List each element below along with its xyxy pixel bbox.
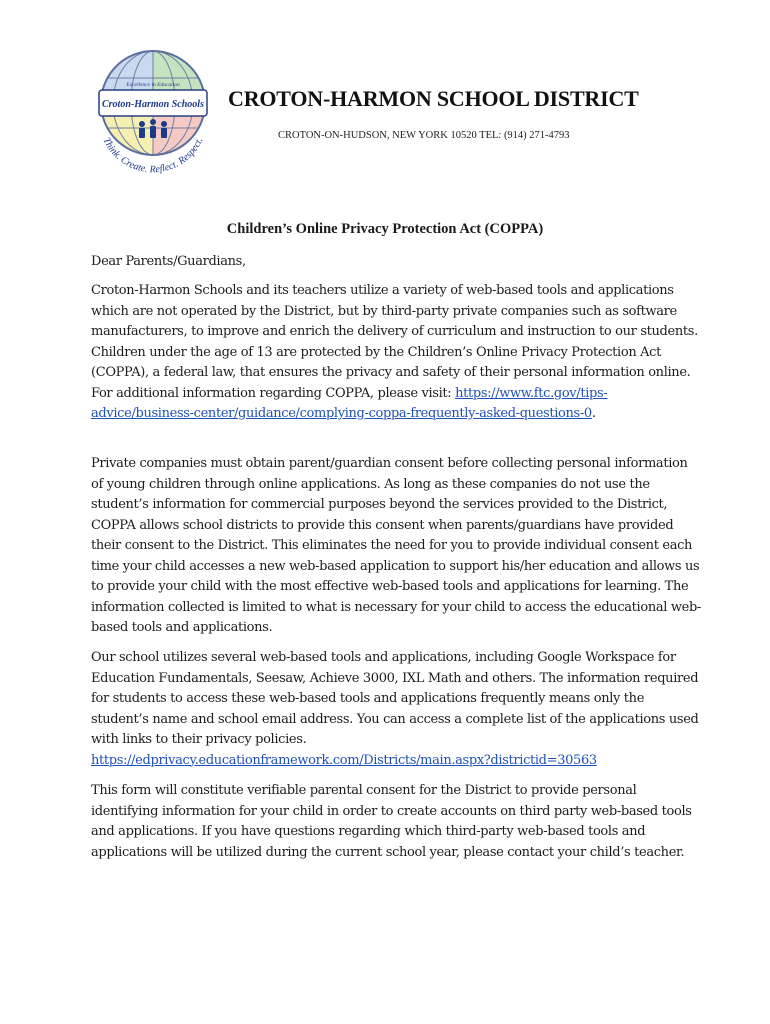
paragraph-consent: Private companies must obtain parent/guardian consent before collecting personal information of young children through online applications. As long as these companies do not use the student’s information for commercial purposes beyond the services provided to the District, COPPA allows school districts to provide this consent when parents/guardians have provided their consent to the District. This eliminates the need for you to provide individual consent each time your child accesses a new web-based application to support his/her education and allows us to provide your child with the most effective web-based tools and applications for learning. The information collected is limited to what is necessary for your child to access the educational web-based tools and applications.	[91, 456, 701, 635]
paragraph-intro-text: Croton-Harmon Schools and its teachers utilize a variety of web-based tools and applications which are not operated by the District, but by third-party private companies such as software manufacturers, to improve and enrich the delivery of curriculum and instruction to our students. Children under the age of 13 are protected by the Children’s Online Privacy Protection Act (COPPA), a federal law, that ensures the privacy and safety of their personal information online. For additional information regarding COPPA, please visit:	[91, 283, 698, 401]
logo-name: Croton-Harmon Schools	[102, 99, 204, 110]
district-address: CROTON-ON-HUDSON, NEW YORK 10520 TEL: (914) 271-4793	[278, 130, 570, 141]
paragraph-tools	[91, 648, 701, 771]
logo-motto: Think. Create. Reflect. Respect.	[100, 135, 206, 176]
people-icon	[139, 119, 167, 138]
document-title: Children’s Online Privacy Protection Act (COPPA)	[226, 221, 544, 237]
edprivacy-link[interactable]: https://edprivacy.educationframework.com/Districts/main.aspx?districtid=30563	[91, 752, 597, 768]
ftc-coppa-link[interactable]: https://www.ftc.gov/tips-advice/business-center/guidance/complying-coppa-frequently-asked-questions-0	[91, 385, 608, 421]
district-name: CROTON-HARMON SCHOOL DISTRICT	[228, 86, 639, 111]
paragraph-intro	[91, 281, 701, 425]
logo-tagline: Excellence in Education	[126, 82, 180, 88]
district-logo	[90, 48, 216, 190]
paragraph-verification: This form will constitute verifiable parental consent for the District to provide personal identifying information for your child in order to create accounts on third party web-based tools and applications. If you have questions regarding which third-party web-based tools and applications will be utilized during the current school year, please contact your child’s teacher.	[91, 783, 692, 860]
paragraph-tools-text: Our school utilizes several web-based tools and applications, including Google Workspace for Education Fundamentals, Seesaw, Achieve 3000, IXL Math and others. The information required for students to access these web-based tools and applications frequently means only the student’s name and school email address. You can access a complete list of the applications used with links to their privacy policies.	[91, 650, 699, 747]
salutation: Dear Parents/Guardians,	[91, 254, 246, 269]
paragraph-intro-end: .	[591, 406, 596, 421]
